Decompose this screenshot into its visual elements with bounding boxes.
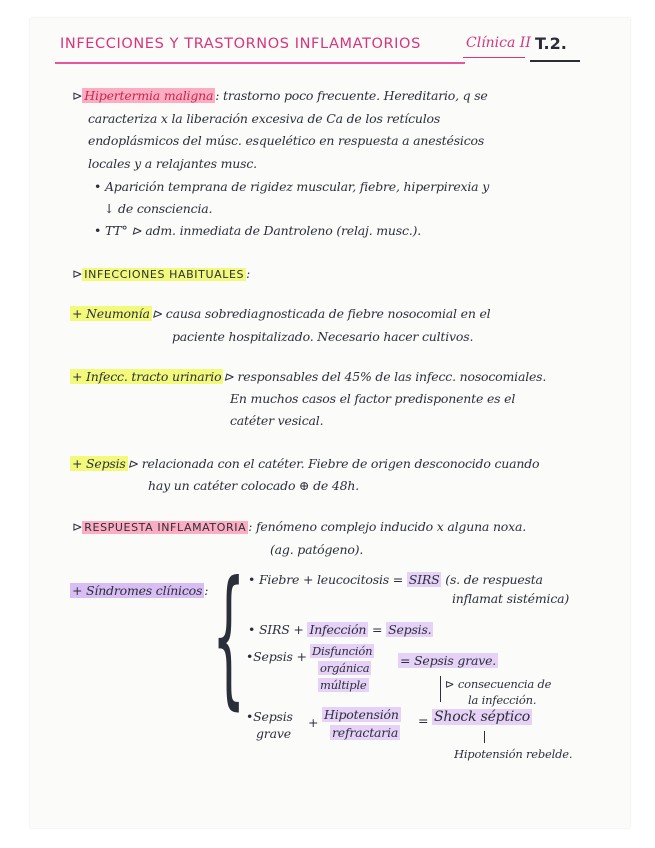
refractaria-term: refractaria [332,725,399,740]
note1-text: consecuencia de [457,677,552,691]
sindromes-row3-note1 [445,676,551,693]
row1-text-a: • Fiebre + leucocitosis = [248,572,404,587]
sindromes-row3-b [310,643,374,660]
page-title: INFECCIONES Y TRASTORNOS INFLAMATORIOS [60,36,421,52]
sindromes-row3-d [318,677,369,694]
hipertermia-bullet2: • TT° ⊳ adm. inmediata de Dantroleno (relaj. musc.). [94,223,422,238]
sepsis-grave-result [398,652,498,669]
hipertermia-bullet1b: ↓ de consciencia. [104,201,213,216]
row1-text-c: (s. de respuesta [445,572,543,587]
sirs-term: SIRS [408,572,440,587]
neumonia-line1 [70,305,490,322]
sepsis-result: Sepsis. [388,622,432,637]
sepsis-grave-term: = Sepsis grave. [400,653,497,668]
infecciones-heading [72,265,250,283]
sindromes-row4-a: •Sepsis [246,709,293,724]
hipertermia-text-1: : trastorno poco frecuente. Hereditario, q se [215,88,488,103]
arrow-icon: ⊳ [72,88,83,103]
organica-term: orgánica [320,661,370,675]
connector-line [484,731,485,743]
shock-note: Hipotensión rebelde. [454,747,573,761]
topic-number: T.2. [535,34,567,53]
urinario-line3: catéter vesical. [230,413,324,428]
urinario-term: + Infecc. tracto urinario [72,369,222,384]
hipertermia-bullet1a: • Aparición temprana de rigidez muscular, fiebre, hiperpirexia y [94,179,490,194]
sindromes-heading [70,582,208,599]
infecciones-title: INFECCIONES HABITUALES [84,268,245,281]
title-underline [55,62,465,64]
hipertermia-line3: endoplásmicos del músc. esquelético en respuesta a anestésicos [88,133,485,148]
shock-septico [432,709,532,726]
hipertermia-line2: caracteriza x la liberación excesiva de Ca de los retículos [88,111,441,126]
sindromes-row1 [248,571,543,588]
sindromes-row4-e [330,724,400,741]
sepsis-term: + Sepsis [72,456,126,471]
hipertermia-term: Hipertermia maligna [84,88,214,103]
hipertermia-line1 [72,87,488,104]
colon: : [246,266,251,281]
respuesta-title: RESPUESTA INFLAMATORIA [84,521,247,534]
arrow-icon: ⊳ [445,677,458,691]
arrow-icon: ⊳ [72,266,83,281]
disfuncion-term: Disfunción [312,644,373,658]
course-label: Clínica II [466,35,531,51]
infeccion-term: Infección [309,622,367,637]
hipotension-term: Hipotensión [324,707,399,722]
course-underline [463,57,525,58]
sepsis-line1 [70,455,539,472]
shock-term: Shock séptico [434,709,531,725]
topic-underline [530,60,580,62]
curly-brace-icon: { [212,550,246,724]
respuesta-line2: (ag. patógeno). [270,542,364,557]
sindromes-row4-plus: + [308,715,319,730]
sindromes-row4-d [322,706,401,723]
neumonia-term: + Neumonía [72,306,150,321]
sindromes-term: + Síndromes clínicos [72,583,203,598]
sepsis-text-1: ⊳ relacionada con el catéter. Fiebre de origen desconocido cuando [127,456,540,471]
sindromes-row1-cont: inflamat sistémica) [452,591,570,606]
sindromes-row3-c [318,660,371,677]
connector-line [440,676,441,702]
hipertermia-line4: locales y a relajantes musc. [88,156,257,171]
sindromes-row4-b: grave [256,726,291,741]
row2-text-a: • SIRS + [248,622,304,637]
row2-text-c: = [372,622,383,637]
neumonia-line2: paciente hospitalizado. Necesario hacer cultivos. [172,329,474,344]
sindromes-row3-a: •Sepsis + [246,649,307,664]
arrow-icon: ⊳ [72,519,83,534]
respuesta-line1 [72,518,526,536]
sepsis-line2: hay un catéter colocado ⊕ de 48h. [148,478,360,493]
multiple-term: múltiple [320,678,367,692]
neumonia-text-1: ⊳ causa sobrediagnosticada de fiebre nosocomial en el [151,306,491,321]
sindromes-row3-note2: la infección. [468,693,537,707]
sindromes-row4-eq: = [418,713,429,728]
respuesta-text-1: : fenómeno complejo inducido x alguna noxa. [248,519,527,534]
urinario-line1 [70,368,546,385]
sindromes-row2 [248,621,433,638]
urinario-line2: En muchos casos el factor predisponente es el [230,391,516,406]
urinario-text-1: ⊳ responsables del 45% de las infecc. nosocomiales. [223,369,547,384]
colon: : [204,583,209,598]
